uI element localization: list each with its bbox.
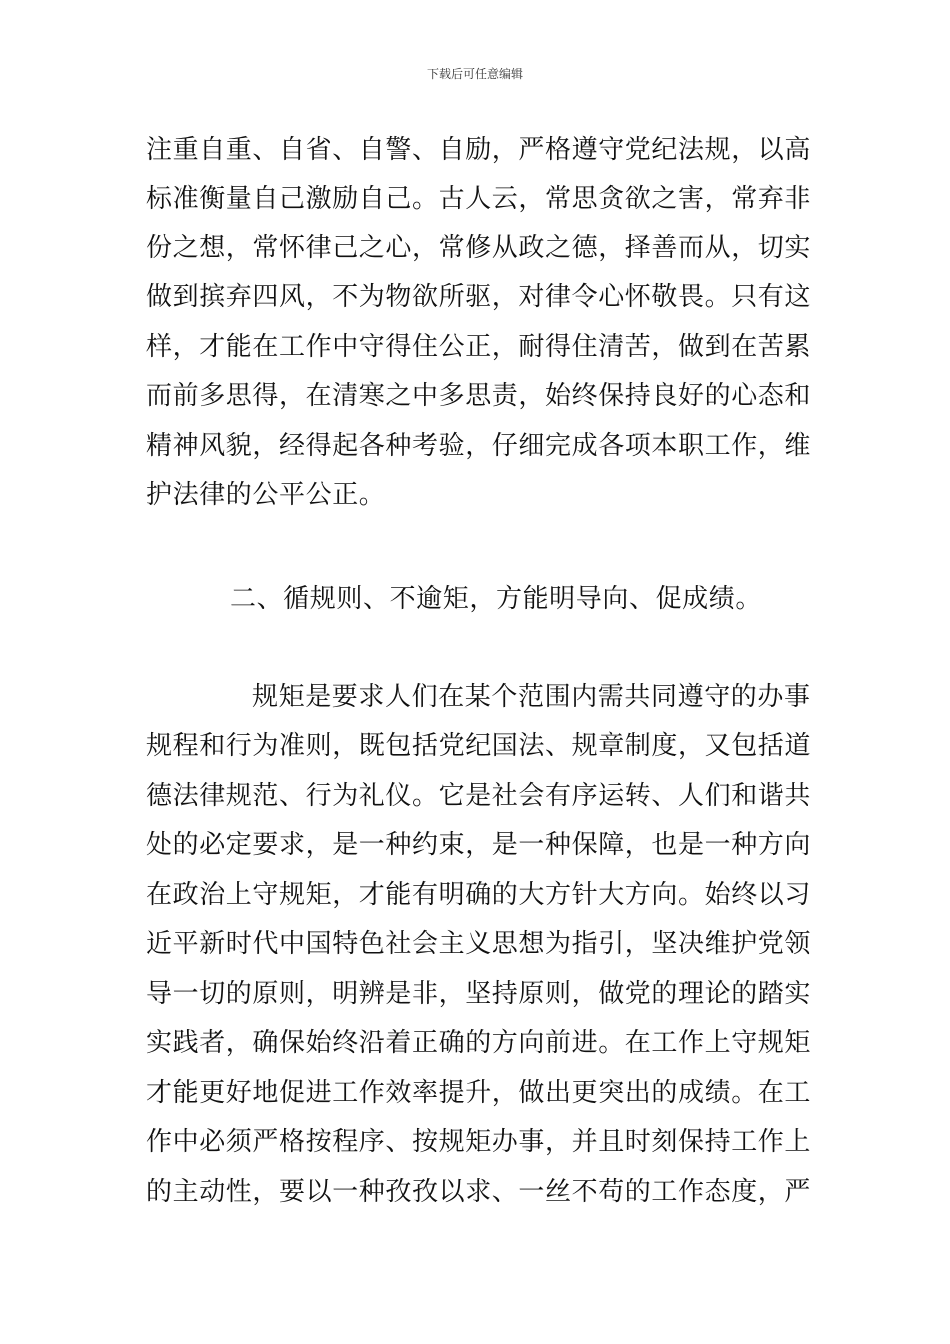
- paragraph-line: 实践者，确保始终沿着正确的方向前进。在工作上守规矩: [146, 1028, 812, 1058]
- paragraph-line: 处的必定要求，是一种约束，是一种保障，也是一种方向: [146, 830, 812, 860]
- paragraph-line: 护法律的公平公正。: [146, 480, 386, 510]
- paragraph-line: 导一切的原则，明辨是非，坚持原则，做党的理论的踏实: [146, 979, 812, 1009]
- paragraph-line: 德法律规范、行为礼仪。它是社会有序运转、人们和谐共: [146, 781, 812, 811]
- paragraph-line: 的主动性，要以一种孜孜以求、一丝不苟的工作态度，严: [146, 1177, 812, 1207]
- paragraph-line: 注重自重、自省、自警、自励，严格遵守党纪法规，以高: [146, 135, 812, 165]
- paragraph-line: 在政治上守规矩，才能有明确的大方针大方向。始终以习: [146, 880, 812, 910]
- paragraph-line: 精神风貌，经得起各种考验，仔细完成各项本职工作，维: [146, 431, 812, 461]
- paragraph-line: 而前多思得，在清寒之中多思责，始终保持良好的心态和: [146, 381, 812, 411]
- paragraph-line: 规矩是要求人们在某个范围内需共同遵守的办事: [252, 682, 811, 712]
- paragraph-line: 作中必须严格按程序、按规矩办事，并且时刻保持工作上: [146, 1127, 812, 1157]
- section-heading: 二、循规则、不逾矩，方能明导向、促成绩。: [229, 584, 762, 614]
- paragraph-line: 规程和行为准则，既包括党纪国法、规章制度，又包括道: [146, 731, 812, 761]
- paragraph-line: 样，才能在工作中守得住公正，耐得住清苦，做到在苦累: [146, 332, 812, 362]
- paragraph-line: 近平新时代中国特色社会主义思想为指引，坚决维护党领: [146, 929, 812, 959]
- page-header-note: 下载后可任意编辑: [426, 67, 523, 81]
- paragraph-line: 才能更好地促进工作效率提升，做出更突出的成绩。在工: [146, 1078, 812, 1108]
- paragraph-line: 标准衡量自己激励自己。古人云，常思贪欲之害，常弃非: [146, 184, 812, 214]
- paragraph-line: 做到摈弃四风，不为物欲所驱，对律令心怀敬畏。只有这: [146, 282, 812, 312]
- paragraph-line: 份之想，常怀律己之心，常修从政之德，择善而从，切实: [146, 233, 812, 263]
